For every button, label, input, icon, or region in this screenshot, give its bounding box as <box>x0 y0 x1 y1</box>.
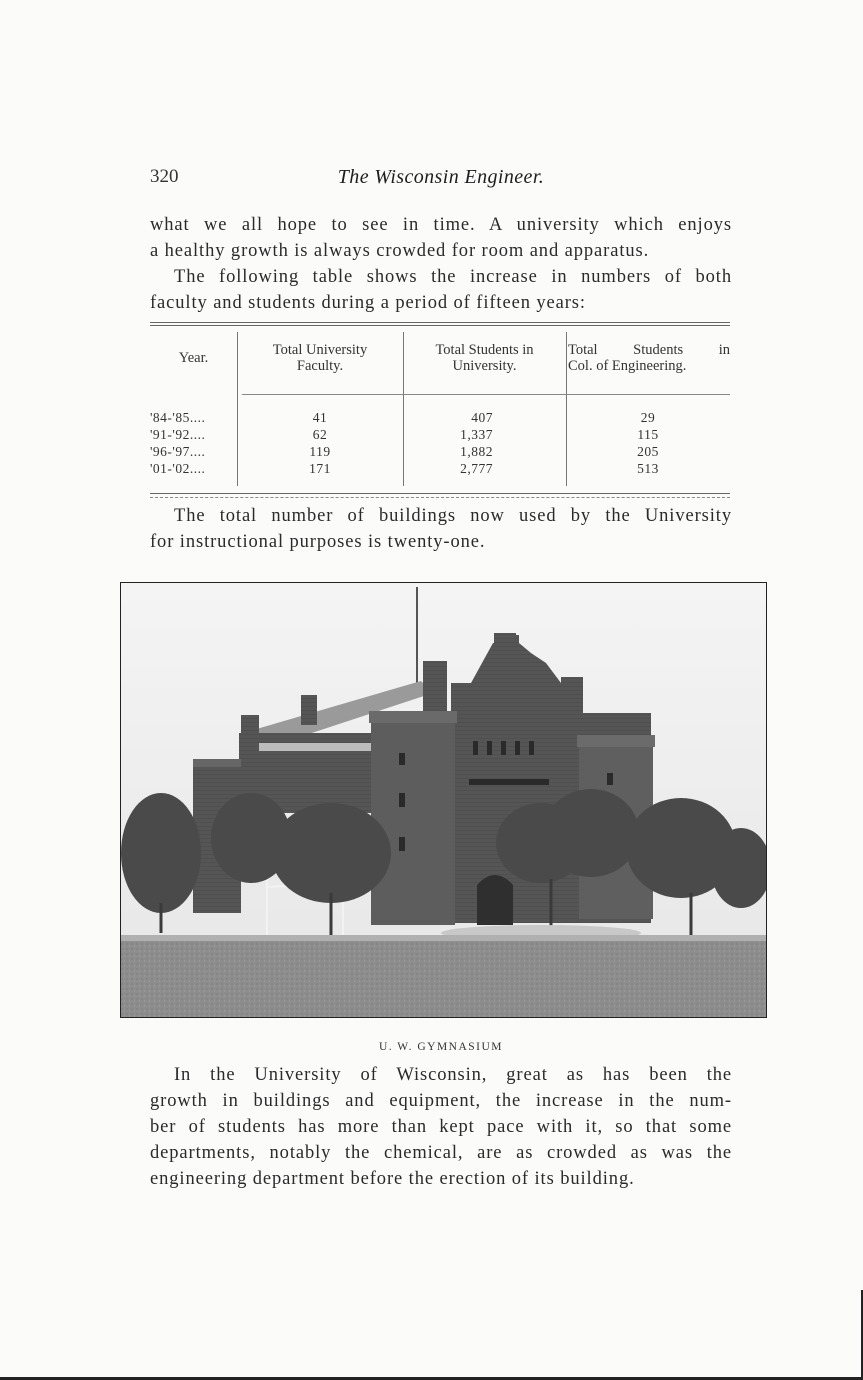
cell-engineering: 29 <box>640 410 656 425</box>
cell-faculty: 119 <box>309 444 331 459</box>
cell-year: '01-'02.... <box>150 461 206 476</box>
cell-year: '96-'97.... <box>150 444 206 459</box>
text-line: what we all hope to see in time. A university which enjoys <box>150 215 732 235</box>
figure-caption: U. W. GYMNASIUM <box>378 1041 504 1053</box>
text-line: faculty and students during a period of fifteen years: <box>150 293 586 313</box>
cell-students: 2,777 <box>460 461 493 476</box>
running-head <box>150 166 732 192</box>
header-year: Year. <box>178 350 209 366</box>
paragraph-table-intro <box>150 264 732 316</box>
paragraph-growth <box>150 1062 732 1192</box>
text-line: for instructional purposes is twenty-one. <box>150 532 486 552</box>
table-top-rule-inner <box>150 325 730 326</box>
header-students <box>403 342 566 374</box>
cell-faculty: 41 <box>312 410 328 425</box>
header-faculty-line2: Faculty. <box>296 358 344 374</box>
text-line: departments, notably the chemical, are as crowded as was the <box>150 1143 732 1163</box>
header-faculty-line1: Total University <box>272 342 368 358</box>
table-top-rule <box>150 322 730 323</box>
text-line: a healthy growth is always crowded for room and apparatus. <box>150 241 650 261</box>
text-line: In the University of Wisconsin, great as has been the <box>174 1065 732 1085</box>
cell-engineering: 115 <box>637 427 659 442</box>
cell-students: 1,882 <box>460 444 493 459</box>
journal-title: The Wisconsin Engineer. <box>337 166 545 188</box>
cell-students: 1,337 <box>460 427 493 442</box>
text-line: The following table shows the increase in numbers of both <box>174 267 732 287</box>
text-line: growth in buildings and equipment, the increase in the num- <box>150 1091 732 1111</box>
cell-year: '84-'85.... <box>150 410 206 425</box>
cell-students: 407 <box>471 410 493 425</box>
header-students-line1: Total Students in <box>435 342 534 358</box>
cell-faculty: 171 <box>309 461 331 476</box>
header-faculty <box>237 342 403 374</box>
header-rule <box>242 394 730 395</box>
enrollment-table <box>150 326 730 500</box>
gymnasium-photograph <box>120 582 767 1018</box>
header-engineering-line1: Total Students in <box>568 342 730 358</box>
cell-faculty: 62 <box>312 427 328 442</box>
cell-engineering: 513 <box>637 461 659 476</box>
header-engineering <box>568 342 730 374</box>
table-bottom-rule <box>150 493 730 494</box>
table-bottom-rule-dashed <box>150 497 730 498</box>
cell-year: '91-'92.... <box>150 427 206 442</box>
cell-engineering: 205 <box>637 444 659 459</box>
page-number: 320 <box>150 166 179 187</box>
paragraph-continuation <box>150 212 732 264</box>
text-line: ber of students has more than kept pace with it, so that some <box>150 1117 732 1137</box>
header-students-line2: University. <box>452 358 517 374</box>
text-line: The total number of buildings now used by the University <box>174 506 732 526</box>
header-engineering-line2: Col. of Engineering. <box>568 358 687 374</box>
text-line: engineering department before the erection of its building. <box>150 1169 635 1189</box>
paragraph-buildings <box>150 503 732 555</box>
